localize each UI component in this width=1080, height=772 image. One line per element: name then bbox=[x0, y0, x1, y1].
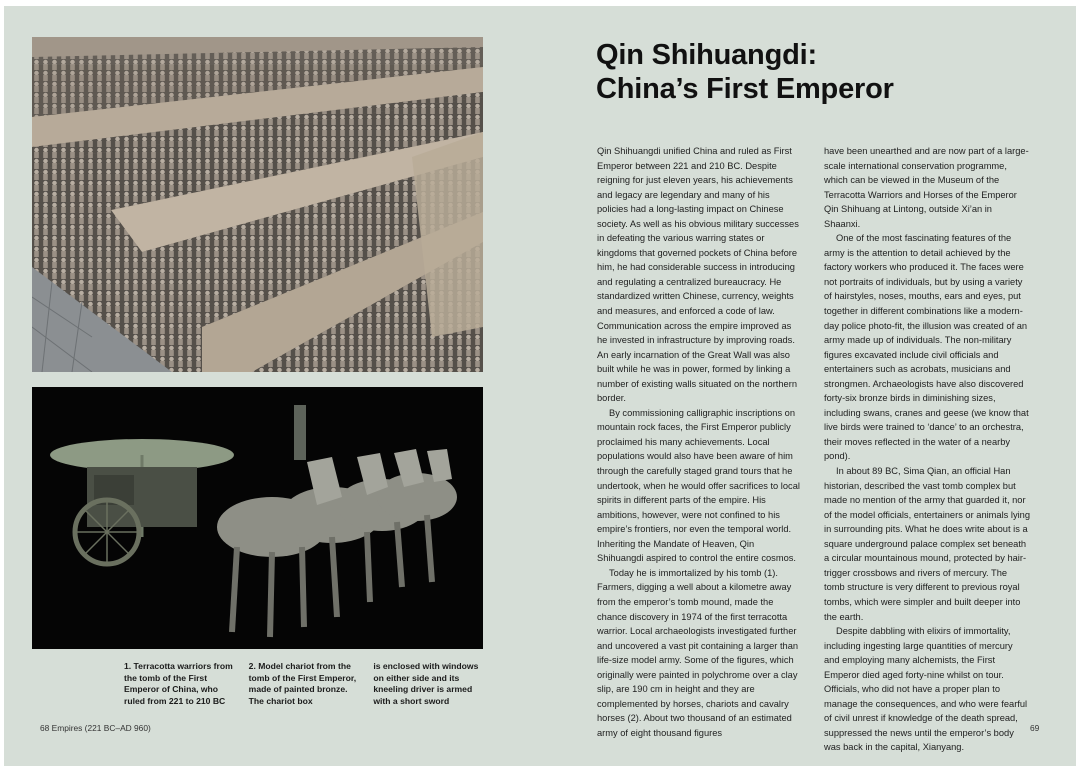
caption-1: 1. Terracotta warriors from the tomb of the First Emperor of China, who ruled from 221 to 210 BC bbox=[124, 661, 233, 706]
text-column-1 bbox=[597, 144, 803, 740]
article-title bbox=[596, 38, 1036, 106]
page-footer-right: 69 bbox=[1030, 723, 1040, 733]
text-column-2 bbox=[824, 144, 1030, 755]
paragraph: Today he is immortalized by his tomb (1). Farmers, digging a well about a kilometre away from the emperor’s tomb mound, made the chance discovery in 1974 of the first terracotta warrior. Local archaeologists investigated further and uncovered a vast pit containing a larger than life-size model army. Some of the figures, which originally were painted in polychrome over a clay slip, are 190 cm in height and they are complemented by horses, chariots and cavalry horses (2). About two thousand of an estimated army of eight thousand figures bbox=[597, 567, 799, 738]
title-line-2: China’s First Emperor bbox=[596, 73, 894, 105]
title-line-1: Qin Shihuangdi: bbox=[596, 39, 817, 71]
paragraph: In about 89 BC, Sima Qian, an official Han historian, described the vast tomb complex but made no mention of the army that guarded it, nor of the model officials, entertainers or animals lying in surrounding pits. What he does write about is a square underground palace complex set beneath a circular mountainous mound, protected by hair-trigger crossbows and rivers of mercury. The tomb structure is very different to previous royal tombs, which were simpler and built deeper into the earth. bbox=[824, 466, 1031, 622]
paragraph: Qin Shihuangdi unified China and ruled as First Emperor between 221 and 210 BC. Despite reigning for just eleven years, his achievements and legacy are legendary and many of his policies had a long-lasting impact on Chinese society. As well as his obvious military successes in defeating the various warring states or kingdoms that governed pockets of China before him, he had considerable success in introducing and regulating a centralized bureaucracy. He standardized written Chinese, currency, weights and measures, and enforced a code of law. Communication across the empire improved as he invested in infrastructure by improving roads. An early incarnation of the Great Wall was also built while he was in power, formed by linking a number of existing walls situated on the northern border. bbox=[597, 146, 799, 404]
page-footer-left: 68 Empires (221 BC–AD 960) bbox=[40, 723, 151, 733]
book-spread bbox=[4, 6, 1076, 766]
paragraph: have been unearthed and are now part of a large-scale international conservation programme, which can be viewed in the Museum of the Terracotta Warriors and Horses of the Emperor Qin Shihuang at Lintong, outside Xi’an in Shaanxi. bbox=[824, 146, 1029, 229]
caption-2: 2. Model chariot from the tomb of the First Emperor, made of painted bronze. The chariot box bbox=[248, 661, 357, 706]
paragraph: One of the most fascinating features of the army is the attention to detail achieved by the factory workers who produced it. The faces were not portraits of individuals, but by using a variety of hairstyles, noses, mouths, ears and eyes, put together in different combinations like a modern-day police photo-fit, the illusion was created of an army made up of individuals. The non-military figures excavated include civil officials and entertainers such as acrobats, musicians and strongmen. Archaeologists have also discovered forty-six bronze birds in diminishing sizes, including swans, cranes and geese (we know that live birds were trained to ‘dance’ to an orchestra, their moves reflected in the water of a nearby pond). bbox=[824, 233, 1029, 462]
paragraph: Despite dabbling with elixirs of immortality, including ingesting large quantities of mercury and employing many alchemists, the First Emperor died aged forty-nine whilst on tour. Officials, who did not have a proper plan to manage the consequences, and who were fearful of civil unrest if knowledge of the death spread, suppressed the news until the emperor’s body was back in the capital, Xianyang. bbox=[824, 626, 1028, 753]
photo-captions bbox=[124, 661, 484, 707]
bronze-chariot-photo bbox=[32, 387, 483, 649]
paragraph: By commissioning calligraphic inscriptions on mountain rock faces, the First Emperor publicly proclaimed his many achievements. Local populations would also have been aware of him through the carefully staged grand tours that he undertook, when he would offer sacrifices to local spirits in different parts of the empire. His ambitions, however, were not confined to his empire’s frontiers, nor even the temporal world. Inheriting the Mandate of Heaven, Qin Shihuangdi aspired to control the entire cosmos. bbox=[597, 407, 800, 564]
caption-2-continued: is enclosed with windows on either side and its kneeling driver is armed with a short sword bbox=[373, 661, 479, 706]
terracotta-warriors-photo bbox=[32, 37, 483, 372]
